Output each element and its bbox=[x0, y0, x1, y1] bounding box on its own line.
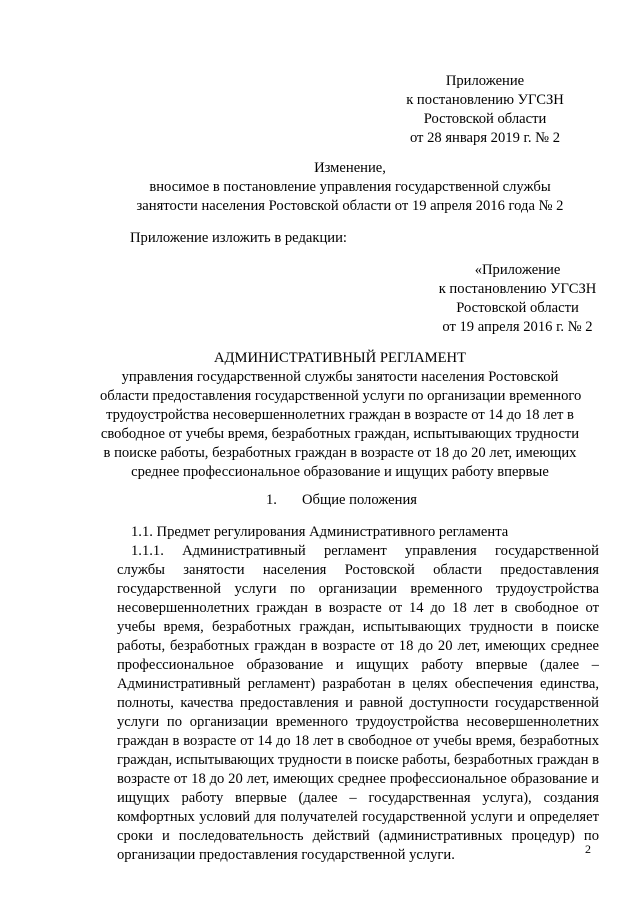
change-title-block bbox=[100, 159, 600, 216]
approval-block bbox=[390, 72, 580, 148]
approval-line: от 28 января 2019 г. № 2 bbox=[409, 130, 561, 146]
body-line: услуги по организации временного трудоустройства несовершеннолетних bbox=[117, 714, 599, 730]
regulation-title-line: области предоставления государственной услуги по организации временного bbox=[100, 388, 582, 404]
body-line: возрасте от 18 до 20 лет, имеющих среднее профессиональное образование и bbox=[117, 771, 599, 787]
body-line: учебы время, безработных граждан, испытывающих трудности в поиске bbox=[117, 619, 599, 635]
body-line: сроки и последовательность действий (административных процедур) по bbox=[117, 828, 599, 844]
regulation-heading: АДМИНИСТРАТИВНЫЙ РЕГЛАМЕНТ bbox=[213, 350, 467, 366]
body-line: ищущих работу впервые (далее – государственная услуга), создания bbox=[117, 790, 599, 806]
regulation-title-line: в поиске работы, безработных граждан в возрасте от 18 до 20 лет, имеющих bbox=[103, 445, 577, 461]
body-paragraph bbox=[117, 542, 599, 865]
body-line: граждан, испытывающих трудности в поиске работы, безработных граждан в bbox=[117, 752, 599, 768]
quoted-approval-block bbox=[420, 261, 615, 337]
section-heading bbox=[266, 491, 417, 510]
quoted-approval-line: к постановлению УГСЗН bbox=[438, 281, 597, 297]
approval-line: Приложение bbox=[445, 73, 525, 89]
regulation-title-line: среднее профессиональное образование и ищущих работу впервые bbox=[131, 464, 549, 480]
body-line: организации предоставления государственной услуги. bbox=[117, 847, 455, 863]
regulation-title-line: трудоустройства несовершеннолетних граждан в возрасте от 14 до 18 лет в bbox=[106, 407, 574, 423]
quoted-approval-line: от 19 апреля 2016 г. № 2 bbox=[442, 319, 593, 335]
regulation-title-block bbox=[100, 349, 580, 482]
quoted-approval-line: «Приложение bbox=[474, 262, 561, 278]
body-line: комфортных условий для получателей государственной услуги и определяет bbox=[117, 809, 599, 825]
body-line: профессиональное образование и ищущих работу впервые (далее – bbox=[117, 657, 599, 673]
regulation-title-line: свободное от учебы время, безработных граждан, испытывающих трудности bbox=[100, 426, 580, 442]
section-title: Общие положения bbox=[302, 492, 417, 508]
approval-line: Ростовской области bbox=[423, 111, 547, 127]
approval-line: к постановлению УГСЗН bbox=[406, 92, 564, 108]
body-line: работы, безработных граждан в возрасте от 18 до 20 лет, имеющих среднее bbox=[117, 638, 599, 654]
page-number: 2 bbox=[585, 842, 591, 856]
body-line: граждан в возрасте от 14 до 18 лет в свободное от учебы время, безработных bbox=[117, 733, 599, 749]
instruction-text: Приложение изложить в редакции: bbox=[130, 230, 347, 246]
regulation-title-line: управления государственной службы занятости населения Ростовской bbox=[121, 369, 559, 385]
quoted-approval-line: Ростовской области bbox=[456, 300, 579, 316]
change-title-line: Изменение, bbox=[314, 160, 386, 176]
change-title-line: вносимое в постановление управления государственной службы bbox=[149, 179, 551, 195]
body-line: службы занятости населения Ростовской области предоставления bbox=[117, 562, 599, 578]
body-line: Административный регламент) разработан в целях обеспечения единства, bbox=[117, 676, 599, 692]
body-line: государственной услуги по организации временного трудоустройства bbox=[117, 581, 599, 597]
subject-paragraph: 1.1. Предмет регулирования Административного регламента bbox=[131, 524, 509, 540]
body-line: полноты, качества предоставления и равной доступности государственной bbox=[117, 695, 599, 711]
section-number: 1. bbox=[266, 492, 277, 508]
body-line: 1.1.1. Административный регламент управления государственной bbox=[131, 543, 599, 559]
body-line: несовершеннолетних граждан в возрасте от 14 до 18 лет в свободное от bbox=[117, 600, 599, 616]
change-title-line: занятости населения Ростовской области от 19 апреля 2016 года № 2 bbox=[136, 198, 564, 214]
